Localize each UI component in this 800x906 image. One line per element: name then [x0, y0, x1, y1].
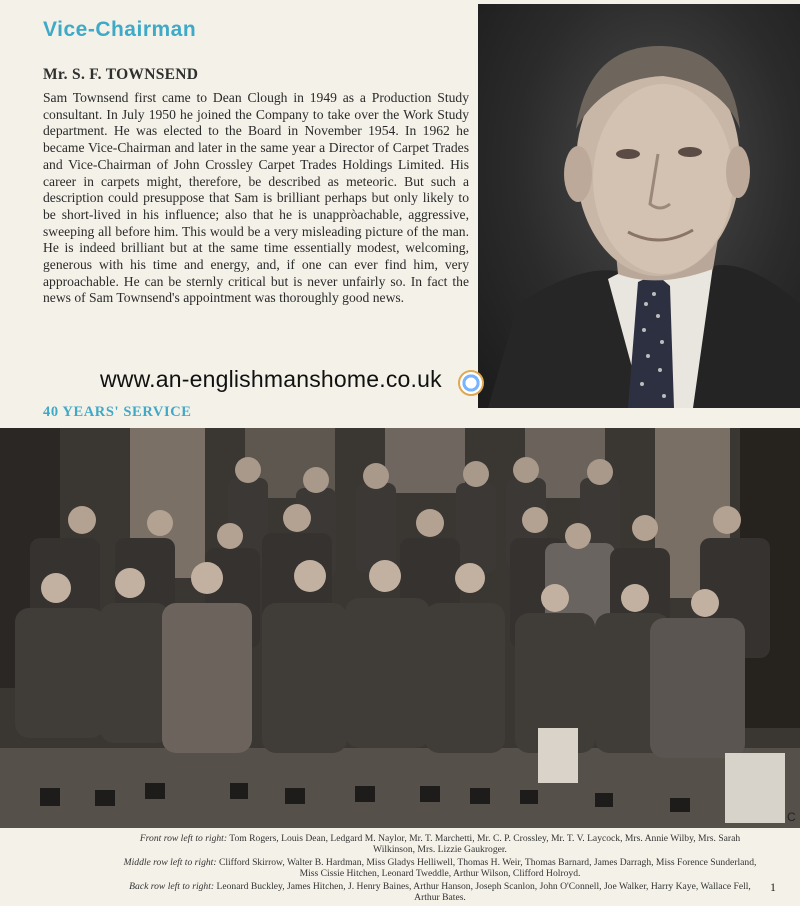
caption-middle-row: Middle row left to right: Clifford Skirrow, Walter B. Hardman, Miss Gladys Helliwell, Thomas H. Weir, Thomas Barnard, James Darragh, Miss Forence Sunderland, Miss Cissie Hitchen, Leonard Tweddle, Arthur Wilson, Clifford Holroyd.: [123, 856, 757, 880]
group-photo: [0, 428, 800, 828]
service-title: 40 YEARS' SERVICE: [43, 404, 192, 420]
watermark-badge-icon: [458, 370, 484, 396]
caption-front-row: Front row left to right: Tom Rogers, Louis Dean, Ledgard M. Naylor, Mr. T. Marchetti, Mr. C. P. Crossley, Mr. T. V. Laycock, Mrs. Annie Wilby, Mrs. Sarah Wilkinson, Mrs. Lizzie Gaukroger.: [139, 833, 741, 856]
page-number: 1: [770, 880, 776, 894]
photo-mark: C: [787, 810, 796, 824]
photo-captions: [120, 833, 760, 904]
section-title: Vice-Chairman: [43, 18, 197, 41]
bio-paragraph: Sam Townsend first came to Dean Clough in 1949 as a Production Study consultant. In July 1950 he joined the Company to take over the Work Study department. He was elected to the Board in November 1954. In 1962 he became Vice-Chairman and later in the same year a Director of Carpet Trades and Vice-Chairman of John Crossley Carpet Trades Holdings Limited. His career in carpets might, therefore, be described as meteoric. But such a description could presuppose that Sam is brilliant perhaps but only likely to be short-lived in his influence; also that he is unappròachable, aggressive, sweeping all before him. This would be a very misleading picture of the man. He is indeed brilliant but at the same time essentially modest, welcoming, generous with his time and energy, and, if one can ever find him, very approachable. He can be sternly critical but is never unfairly so. In fact the news of Sam Townsend's appointment was thoroughly good news.: [43, 90, 469, 306]
caption-back-row: Back row left to right: Leonard Buckley, James Hitchen, J. Henry Baines, Arthur Hanson, Joseph Scanlon, John O'Connell, Joe Walker, Harry Kaye, Wallace Fell, Arthur Bates.: [129, 880, 751, 904]
watermark-url: www.an-englishmanshome.co.uk: [100, 366, 442, 392]
portrait-photo: [478, 4, 800, 408]
person-name: Mr. S. F. TOWNSEND: [43, 66, 199, 83]
